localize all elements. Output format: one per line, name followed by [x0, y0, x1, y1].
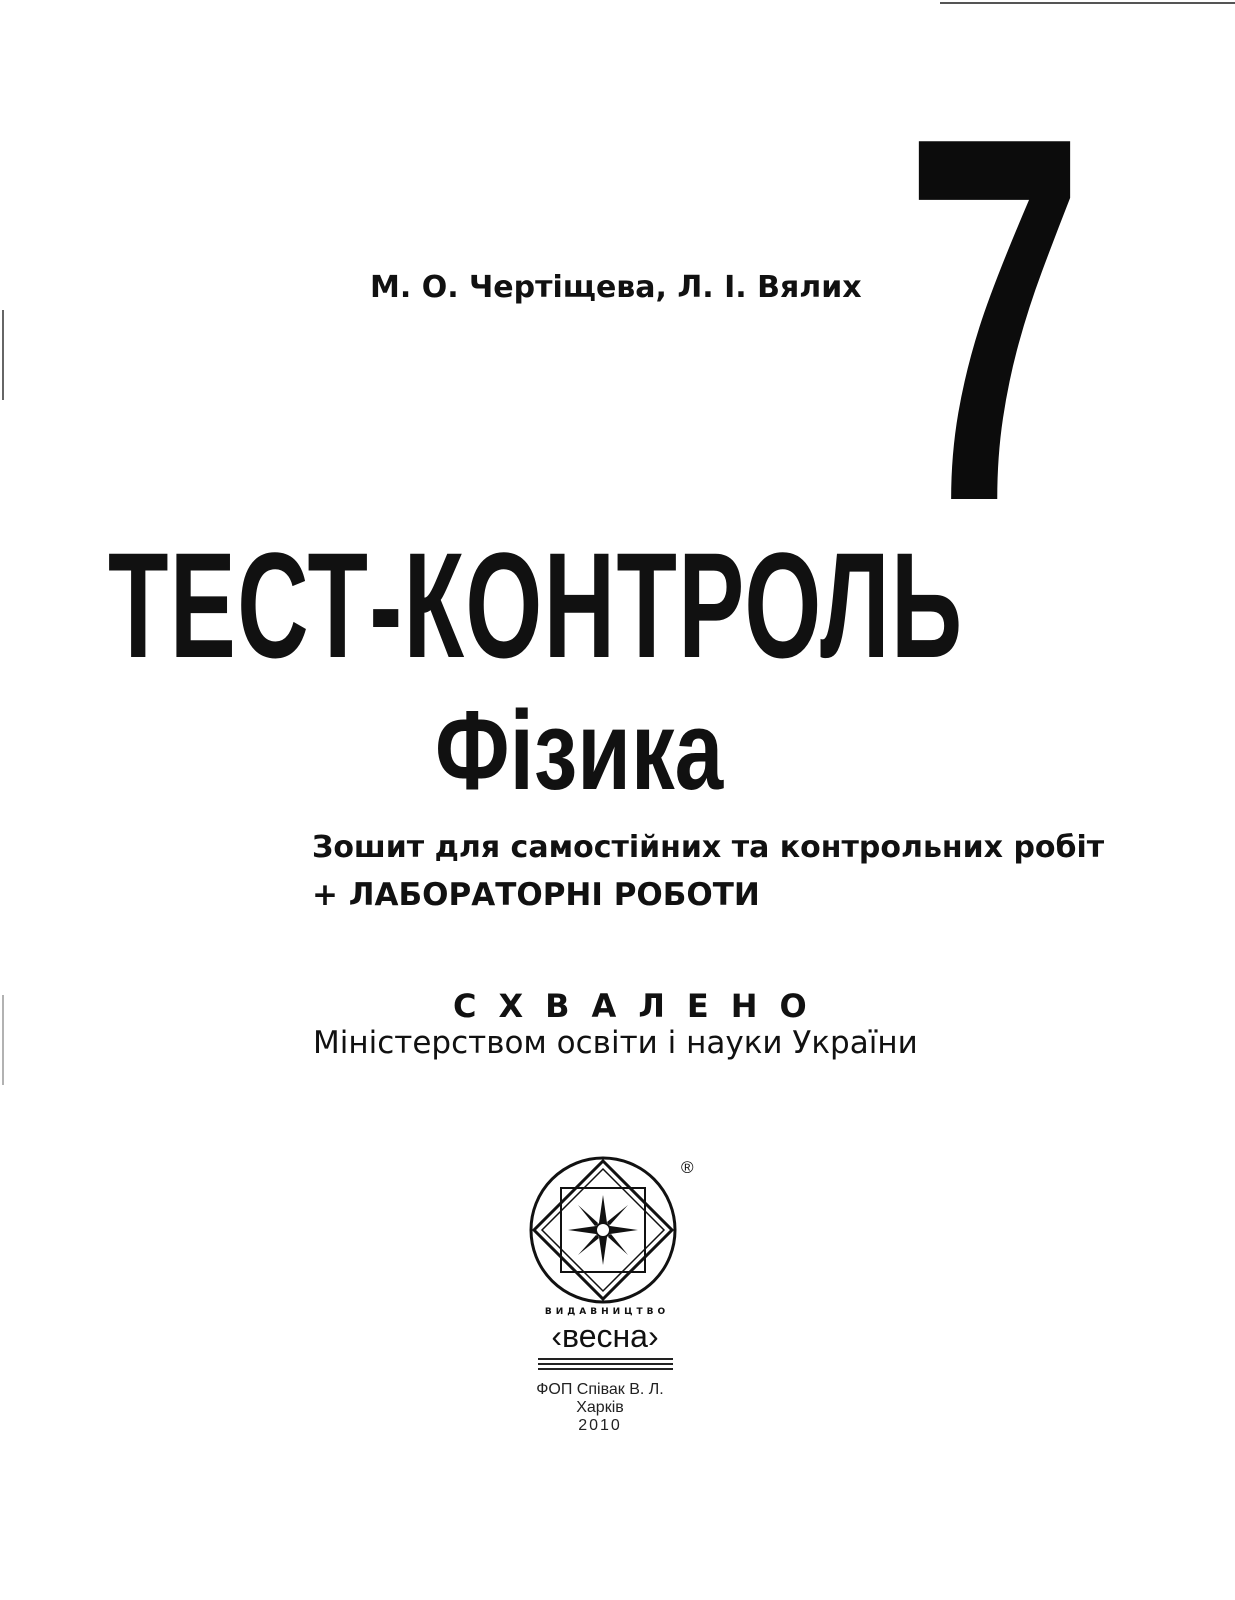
series-title: ТЕСТ-КОНТРОЛЬ [108, 521, 964, 689]
workbook-subtitle: Зошит для самостійних та контрольних робіт [312, 830, 1105, 865]
grade-number: 7 [905, 29, 1079, 610]
publisher-logo-icon [528, 1155, 678, 1305]
approval-heading: СХВАЛЕНО [453, 987, 829, 1025]
registered-mark: ® [681, 1158, 694, 1177]
city-line: Харків [576, 1399, 624, 1416]
imprint-line: ФОП Співак В. Л. [536, 1381, 664, 1398]
authors: М. О. Чертіщева, Л. І. Вялих [370, 270, 862, 305]
publisher-name-text: весна [562, 1318, 648, 1354]
publisher-label: ВИДАВНИЦТВО [544, 1307, 670, 1317]
ministry-line: Міністерством освіти і науки України [313, 1025, 918, 1061]
publisher-name: ‹весна› [551, 1318, 659, 1354]
scan-edge-line [940, 2, 1235, 4]
scan-edge-mark [2, 995, 4, 1085]
scan-edge-mark [2, 310, 4, 400]
subject-title: Фізика [435, 688, 724, 813]
year-line: 2010 [578, 1417, 622, 1434]
publisher-rules [538, 1358, 673, 1373]
lab-works-subtitle: + ЛАБОРАТОРНІ РОБОТИ [312, 877, 760, 913]
